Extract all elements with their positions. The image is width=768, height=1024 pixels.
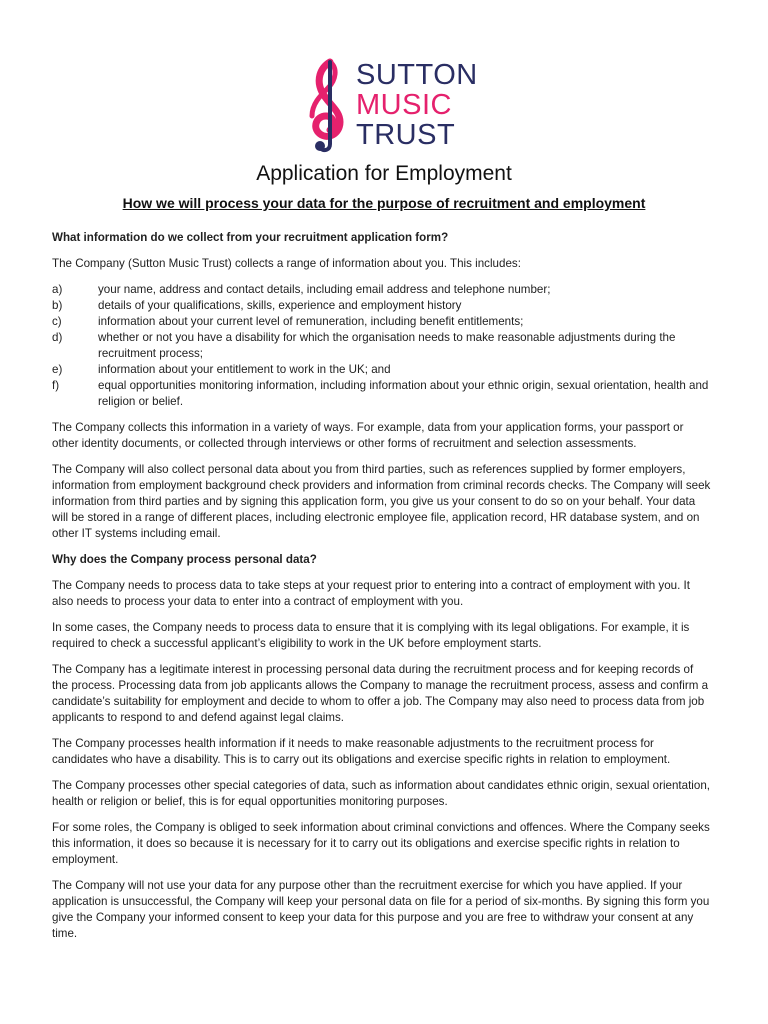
list-item bbox=[52, 298, 712, 314]
list-marker: d) bbox=[52, 331, 63, 344]
list-marker: a) bbox=[52, 283, 63, 296]
list-item bbox=[52, 330, 712, 362]
paragraph-intro: The Company (Sutton Music Trust) collects a range of information about you. This includes: bbox=[52, 257, 521, 270]
paragraph-retention: The Company will not use your data for any purpose other than the recruitment exercise for which you have applied. If your application is unsuccessful, the Company will keep your personal data on file for a period of six-months. By signing this form you give the Company your informed consent to keep your data for this purpose and you are free to withdraw your consent at any time. bbox=[52, 879, 710, 940]
paragraph-collection-methods: The Company collects this information in a variety of ways. For example, data from your application forms, your passport or other identity documents, or collected through interviews or other forms of recruitment and selection assessments. bbox=[52, 421, 684, 450]
collected-info-list bbox=[52, 282, 712, 410]
document-body bbox=[52, 230, 712, 952]
paragraph-legitimate-interest: The Company has a legitimate interest in processing personal data during the recruitment process and for keeping records of the process. Processing data from job applicants allows the Company to manage the recruitment process, assess and confirm a candidate’s suitability for employment and decide to whom to offer a job. The Company may also need to process data from job applicants to respond to and defend against legal claims. bbox=[52, 663, 709, 724]
paragraph-legal: In some cases, the Company needs to process data to ensure that it is complying with its legal obligations. For example, it is required to check a successful applicant’s eligibility to work in the UK before employment starts. bbox=[52, 621, 690, 650]
page-subtitle: How we will process your data for the purpose of recruitment and employment bbox=[122, 195, 646, 211]
list-marker: f) bbox=[52, 379, 60, 392]
paragraph-special-categories: The Company processes other special categories of data, such as information about candidates ethnic origin, sexual orientation, health or religion or belief, this is for equal opportunities monitoring purposes. bbox=[52, 779, 711, 808]
paragraph-criminal: For some roles, the Company is obliged to seek information about criminal convictions and offences. Where the Company seeks this information, it does so because it is necessary for it to carry out its obligations and exercise specific rights in relation to employment. bbox=[52, 821, 710, 866]
paragraph-health: The Company processes health information if it needs to make reasonable adjustments to the recruitment process for candidates who have a disability. This is to carry out its obligations and exercise specific rights in relation to employment. bbox=[52, 737, 671, 766]
list-item-text: whether or not you have a disability for which the organisation needs to make reasonable adjustments during the recruitment process; bbox=[98, 331, 676, 360]
section-heading-collect: What information do we collect from your recruitment application form? bbox=[52, 231, 449, 244]
treble-clef-icon bbox=[300, 54, 356, 154]
list-item bbox=[52, 282, 712, 298]
list-item bbox=[52, 314, 712, 330]
logo-word-music: MUSIC bbox=[356, 89, 452, 121]
list-item-text: equal opportunities monitoring information, including information about your ethnic origin, sexual orientation, health and religion or belief. bbox=[98, 379, 709, 408]
logo-word-sutton: SUTTON bbox=[356, 59, 478, 91]
list-item-text: information about your current level of remuneration, including benefit entitlements; bbox=[98, 315, 524, 328]
paragraph-third-parties: The Company will also collect personal data about you from third parties, such as references supplied by former employers, information from employment background check providers and information from criminal records checks. The Company will seek information from third parties and by signing this application form, you give us your consent to do so on your behalf. Your data will be stored in a range of different places, including electronic employee file, application record, HR database system, and on other IT systems including email. bbox=[52, 463, 711, 540]
list-marker: b) bbox=[52, 299, 63, 312]
list-item bbox=[52, 362, 712, 378]
logo-wordmark bbox=[356, 60, 478, 150]
list-item-text: your name, address and contact details, including email address and telephone number; bbox=[98, 283, 551, 296]
list-item bbox=[52, 378, 712, 410]
page-title: Application for Employment bbox=[256, 162, 512, 185]
list-marker: e) bbox=[52, 363, 63, 376]
paragraph-contract: The Company needs to process data to take steps at your request prior to entering into a contract of employment with you. It also needs to process your data to enter into a contract of employment with you. bbox=[52, 579, 690, 608]
section-heading-why: Why does the Company process personal data? bbox=[52, 553, 317, 566]
list-item-text: information about your entitlement to work in the UK; and bbox=[98, 363, 391, 376]
sutton-music-trust-logo bbox=[300, 54, 478, 154]
list-item-text: details of your qualifications, skills, experience and employment history bbox=[98, 299, 462, 312]
list-marker: c) bbox=[52, 315, 62, 328]
logo-word-trust: TRUST bbox=[356, 119, 456, 151]
